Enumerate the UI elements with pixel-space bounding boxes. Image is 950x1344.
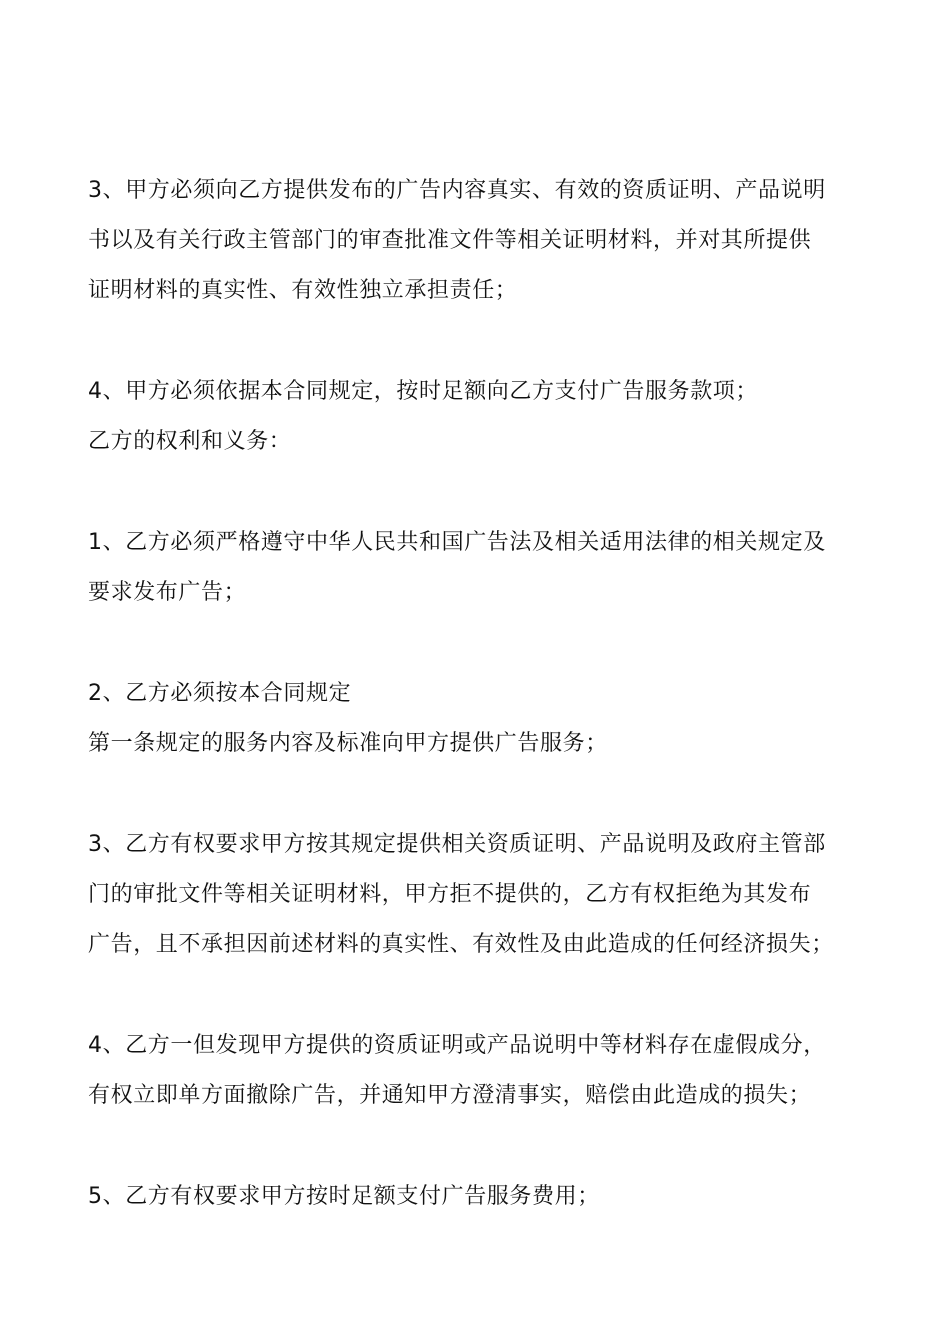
text-line: 4、甲方必须依据本合同规定，按时足额向乙方支付广告服务款项； <box>88 379 758 404</box>
clause-party-b-2 <box>88 669 878 769</box>
paragraph-gap <box>88 970 878 1021</box>
text-line: 3、甲方必须向乙方提供发布的广告内容真实、有效的资质证明、产品说明 <box>88 178 826 203</box>
paragraph-gap <box>88 316 878 367</box>
text-line: 广告，且不承担因前述材料的真实性、有效性及由此造成的任何经济损失； <box>88 932 834 957</box>
clause-party-b-1 <box>88 518 878 618</box>
text-line: 有权立即单方面撤除广告，并通知甲方澄清事实，赔偿由此造成的损失； <box>88 1083 812 1108</box>
text-line: 2、乙方必须按本合同规定 <box>88 681 352 706</box>
text-line: 5、乙方有权要求甲方按时足额支付广告服务费用； <box>88 1184 600 1209</box>
paragraph-gap <box>88 1121 878 1172</box>
text-line: 4、乙方一但发现甲方提供的资质证明或产品说明中等材料存在虚假成分， <box>88 1033 826 1058</box>
clause-party-a-3 <box>88 166 878 316</box>
text-line: 证明材料的真实性、有效性独立承担责任； <box>88 278 518 303</box>
clause-party-b-5 <box>88 1172 878 1222</box>
clause-party-b-4 <box>88 1021 878 1121</box>
paragraph-gap <box>88 467 878 518</box>
paragraph-gap <box>88 769 878 820</box>
clause-party-b-3 <box>88 820 878 970</box>
paragraph-gap <box>88 618 878 669</box>
document-body <box>88 166 878 1222</box>
text-line: 第一条规定的服务内容及标准向甲方提供广告服务； <box>88 731 608 756</box>
text-line: 书以及有关行政主管部门的审查批准文件等相关证明材料，并对其所提供 <box>88 228 812 253</box>
text-line: 要求发布广告； <box>88 580 247 605</box>
text-line: 门的审批文件等相关证明材料，甲方拒不提供的，乙方有权拒绝为其发布 <box>88 882 812 907</box>
section-heading-party-b: 乙方的权利和义务： <box>88 429 292 454</box>
text-line: 3、乙方有权要求甲方按其规定提供相关资质证明、产品说明及政府主管部 <box>88 832 826 857</box>
text-line: 1、乙方必须严格遵守中华人民共和国广告法及相关适用法律的相关规定及 <box>88 530 826 555</box>
clause-party-a-4 <box>88 367 878 467</box>
